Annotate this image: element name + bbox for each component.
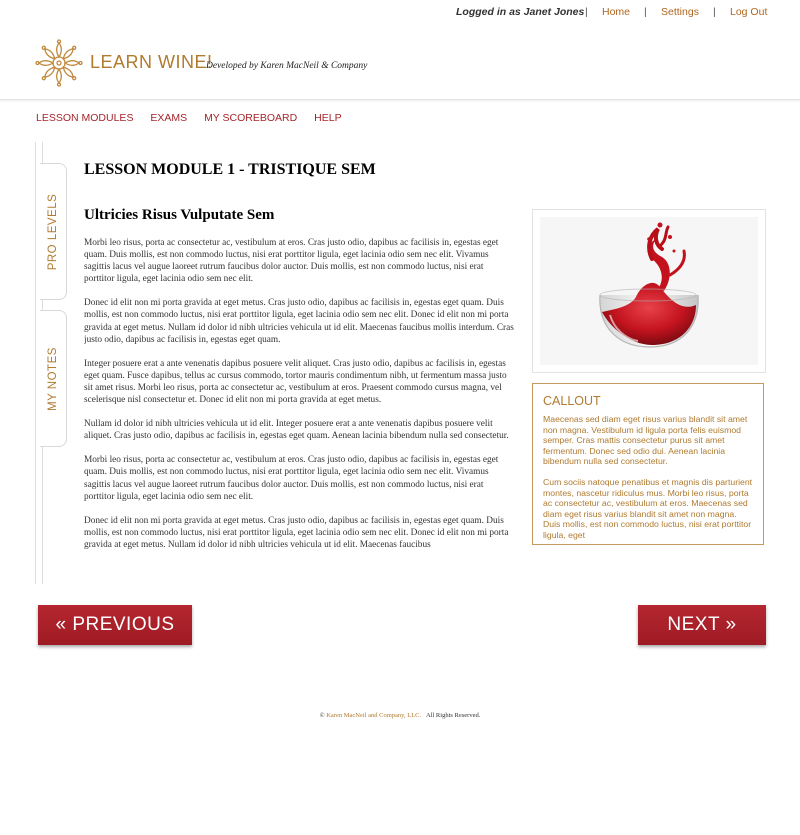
wine-glass-image [540, 217, 758, 365]
tab-pro-levels-label: PRO LEVELS [47, 193, 59, 270]
tab-my-notes-label: MY NOTES [47, 346, 59, 411]
paragraph: Donec id elit non mi porta gravida at eget metus. Cras justo odio, dapibus ac facilisis in, egestas eget quam. Duis mollis, est non commodo luctus, nisi erat porttitor ligula, eget lacinia odio sem nec elit. Donec id elit non mi porta gravida at eget metus. Nullam id dolor id nibh ultricies vehicula ut id elit. Maecenas faucibus [84, 515, 509, 550]
callout-box [532, 383, 764, 545]
lesson-body [84, 237, 516, 563]
logout-link[interactable]: Log Out [730, 6, 768, 18]
paragraph: Integer posuere erat a ante venenatis dapibus posuere velit aliquet. Cras justo odio, dapibus ac facilisis in, egestas eget quam. Fusce dapibus, tellus ac cursus commodo, tortor mauris condimentum nibh, ut fermentum massa justo sit amet risus. Morbi leo risus, porta ac consectetur ac, vestibulum at eros. Praesent commodo cursus magna, vel scelerisque nisl consectetur et. Donec id elit non mi porta gravida at eget metus. [84, 358, 507, 406]
home-link[interactable]: Home [602, 6, 631, 18]
tab-pro-levels[interactable] [40, 163, 67, 300]
callout-paragraph: Maecenas sed diam eget risus varius blandit sit amet non magna. Vestibulum id ligula porta felis euismod semper. Cras mattis consectetur purus sit amet fermentum. Donec sed odio dui. Aenean lacinia bibendum nulla sed consectetur. [543, 414, 748, 467]
top-bar [0, 6, 800, 22]
wine-image-frame [532, 209, 766, 373]
lesson-title: LESSON MODULE 1 - TRISTIQUE SEM [84, 161, 376, 178]
previous-button[interactable]: « PREVIOUS [38, 605, 192, 645]
rights-text: All Rights Reserved. [426, 712, 481, 719]
paragraph: Morbi leo risus, porta ac consectetur ac, vestibulum at eros. Cras justo odio, dapibus ac facilisis in, egestas eget quam. Duis mollis, est non commodo luctus, nisi erat porttitor ligula, eget lacinia odio sem nec elit. Vivamus sagittis lacus vel augue laoreet rutrum faucibus dolor auctor. Duis mollis, est non commodo luctus, nisi erat porttitor ligula, eget lacinia odio sem nec elit. [84, 238, 499, 285]
separator: | [713, 6, 716, 18]
paragraph: Donec id elit non mi porta gravida at eget metus. Cras justo odio, dapibus ac facilisis in, egestas eget quam. Duis mollis, est non commodo luctus, nisi erat porttitor ligula, eget lacinia odio sem nec elit. Donec id elit non mi porta gravida at eget metus. Nullam id dolor id nibh ultricies vehicula ut id elit. Maecenas faucibus mollis interdum. Cras justo odio, dapibus ac facilisis in, egestas eget quam. [84, 298, 514, 345]
separator: | [644, 6, 647, 18]
settings-link[interactable]: Settings [661, 6, 699, 18]
separator: | [585, 6, 588, 18]
copyright-symbol: © [319, 712, 325, 719]
nav-my-scoreboard[interactable]: MY SCOREBOARD [204, 112, 298, 124]
flower-logo-icon[interactable] [34, 38, 84, 88]
nav-exams[interactable]: EXAMS [150, 112, 188, 124]
brand-name[interactable]: LEARN WINE! [90, 52, 213, 72]
section-title: Ultricies Risus Vulputate Sem [84, 207, 275, 223]
paragraph: Morbi leo risus, porta ac consectetur ac, vestibulum at eros. Cras justo odio, dapibus ac facilisis in, egestas eget quam. Duis mollis, est non commodo luctus, nisi erat porttitor ligula, eget lacinia odio sem nec elit. Vivamus sagittis lacus vel augue laoreet rutrum faucibus dolor auctor. Duis mollis, est non commodo luctus, nisi erat porttitor ligula, eget lacinia odio sem nec elit. [84, 455, 499, 502]
main-nav [36, 112, 356, 124]
tab-my-notes[interactable] [40, 310, 67, 447]
footer [0, 712, 800, 719]
header-shadow [0, 100, 800, 103]
callout-title: CALLOUT [543, 394, 601, 408]
paragraph: Nullam id dolor id nibh ultricies vehicula ut id elit. Integer posuere erat a ante venenatis dapibus posuere velit aliquet. Cras justo odio, dapibus ac facilisis in, egestas eget quam. Aenean lacinia bibendum nulla sed consectetur. [84, 419, 509, 442]
next-button[interactable]: NEXT » [638, 605, 766, 645]
nav-help[interactable]: HELP [314, 112, 342, 124]
nav-lesson-modules[interactable]: LESSON MODULES [36, 112, 134, 124]
brand-developer: Developed by Karen MacNeil & Company [206, 61, 368, 71]
logged-in-user: Logged in as Janet Jones [456, 6, 585, 18]
company-link[interactable]: Karen MacNeil and Company, LLC. [326, 712, 422, 719]
callout-paragraph: Cum sociis natoque penatibus et magnis dis parturient montes, nascetur ridiculus mus. Morbi leo risus, porta ac consectetur ac, vestibulum at eros. Maecenas sed diam eget risus varius blandit sit amet non magna. Duis mollis, est non commodo luctus, nisi erat porttitor ligula, eget [543, 476, 753, 540]
